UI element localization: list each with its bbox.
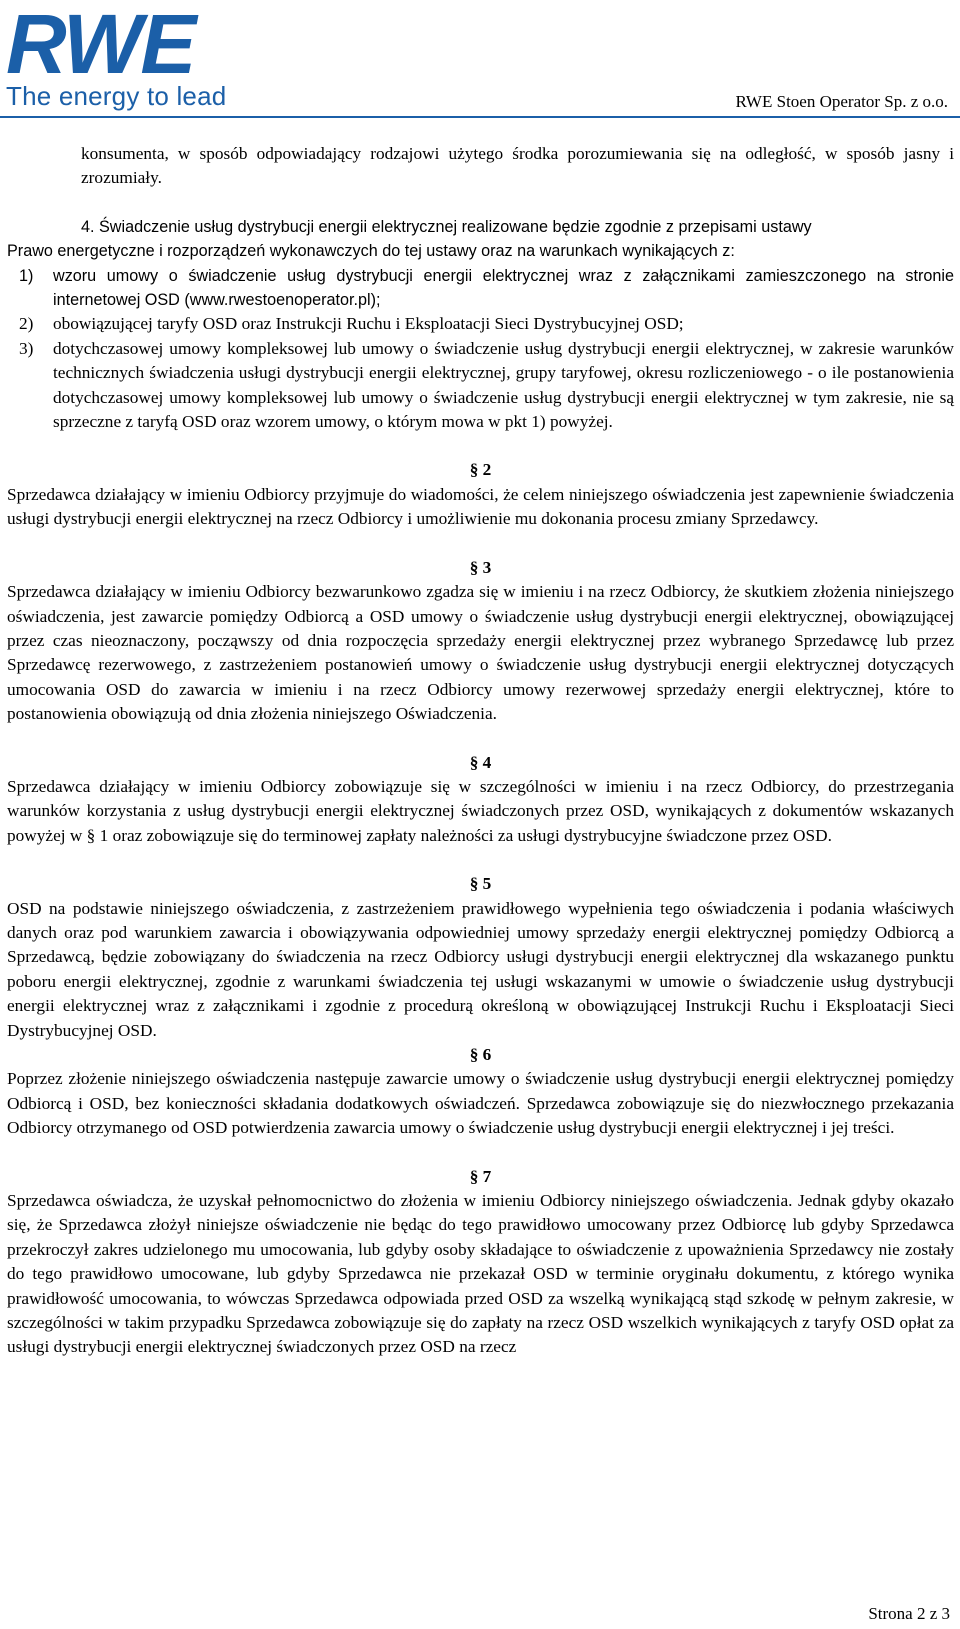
list-item-text: obowiązującej taryfy OSD oraz Instrukcji Ruchu i Eksploatacji Sieci Dystrybucyjnej OSD; xyxy=(53,314,684,334)
point-4-line-a: 4. Świadczenie usług dystrybucji energii elektrycznej realizowane będzie zgodnie z przepisami ustawy xyxy=(81,217,812,236)
list-item xyxy=(19,264,954,313)
intro-paragraph: konsumenta, w sposób odpowiadający rodzajowi użytego środka porozumiewania się na odległość, w sposób jasny i zrozumiały. xyxy=(81,144,954,188)
section-paragraph: Sprzedawca działający w imieniu Odbiorcy przyjmuje do wiadomości, że celem niniejszego oświadczenia jest zapewnienie świadczenia usługi dystrybucji energii elektrycznej na rzecz Odbiorcy i umożliwienie mu dokonania procesu zmiany Sprzedawcy. xyxy=(7,484,954,529)
section-heading: § 4 xyxy=(469,752,492,772)
list-item-number: 2) xyxy=(19,314,34,334)
document-body xyxy=(7,142,954,1360)
company-name: RWE Stoen Operator Sp. z o.o. xyxy=(735,92,948,111)
list-item xyxy=(19,337,954,435)
list-item xyxy=(19,312,954,336)
section-heading: § 2 xyxy=(469,460,492,480)
header-divider xyxy=(0,116,960,118)
list-item-text: dotychczasowej umowy kompleksowej lub umowy o świadczenie usług dystrybucji energii elektrycznej, w zakresie warunków technicznych świadczenia usługi dystrybucji energii elektrycznej, grupy taryfowej, okresu rozliczeniowego - o ile postanowienia dotychczasowej umowy kompleksowej lub umowy o świadczenie usług dystrybucji energii elektrycznej w tym zakresie, nie są sprzeczne z taryfą OSD oraz wzorem umowy, o którym mowa w pkt 1) powyżej. xyxy=(53,338,954,432)
list-item-text: wzoru umowy o świadczenie usług dystrybucji energii elektrycznej wraz z załącznikami zamieszczonego na stronie internetowej OSD (www.rwestoenoperator.pl); xyxy=(53,266,954,310)
section-paragraph: OSD na podstawie niniejszego oświadczenia, z zastrzeżeniem prawidłowego wypełnienia tego oświadczenia i podania właściwych danych oraz pod warunkiem zawarcia i obowiązywania odpowiedniej umowy sprzedaży energii elektrycznej pomiędzy Odbiorcą a Sprzedawcą, będzie zobowiązany do świadczenia na rzecz Odbiorcy usługi dystrybucji energii elektrycznej dla wskazanego punktu poboru energii elektrycznej, zgodnie z warunkami świadczenia tej usługi wskazanymi w umowie o świadczenie usług dystrybucji energii elektrycznej wraz z załącznikami i zgodnie z procedurą określoną w obowiązującej Instrukcji Ruchu i Eksploatacji Sieci Dystrybucyjnej OSD. xyxy=(7,898,954,1040)
logo-word: RWE xyxy=(6,0,195,91)
page-number: Strona 2 z 3 xyxy=(868,1604,950,1623)
section-heading: § 3 xyxy=(469,557,492,577)
section-paragraph: Sprzedawca oświadcza, że uzyskał pełnomocnictwo do złożenia w imieniu Odbiorcy niniejszego oświadczenia. Jednak gdyby okazało się, że Sprzedawca złożył niniejsze oświadczenie nie będąc do tego prawidłowo umocowany przez Odbiorcę lub gdyby Sprzedawca przekroczył zakres udzielonego mu umocowania, lub gdyby osoby składające to oświadczenie z upoważnienia Sprzedawcy nie zostały do tego prawidłowo umocowane, lub gdyby Sprzedawca nie przekazał OSD w terminie oryginału dokumentu, z którego wynika prawidłowość umocowania, to wówczas Sprzedawca odpowiada przed OSD za wszelką wynikającą stąd szkodę w pełnym zakresie, w szczególności w takim przypadku Sprzedawca zobowiązuje się do zapłaty na rzecz OSD wszelkich wynikających z taryfy OSD opłat za usługi dystrybucji energii elektrycznej świadczonych przez OSD na rzecz xyxy=(7,1191,954,1357)
page-header xyxy=(0,0,960,120)
section-paragraph: Poprzez złożenie niniejszego oświadczenia następuje zawarcie umowy o świadczenie usług dystrybucji energii elektrycznej pomiędzy Odbiorcą i OSD, bez konieczności składania dodatkowych oświadczeń. Sprzedawca zobowiązuje się do niezwłocznego przekazania Odbiorcy otrzymanego od OSD potwierdzenia zawarcia umowy o świadczenie usług dystrybucji energii elektrycznej i jej treści. xyxy=(7,1069,954,1138)
section-heading: § 7 xyxy=(469,1166,492,1186)
list-item-number: 3) xyxy=(19,338,34,358)
point-4-list xyxy=(19,264,954,435)
section-heading: § 6 xyxy=(469,1045,492,1064)
rwe-logo xyxy=(6,2,226,110)
list-item-number: 1) xyxy=(19,266,34,285)
logo-tagline: The energy to lead xyxy=(6,81,227,111)
section-paragraph: Sprzedawca działający w imieniu Odbiorcy bezwarunkowo zgadza się w imieniu i na rzecz Odbiorcy, że skutkiem złożenia niniejszego oświadczenia, jest zawarcie pomiędzy Odbiorcą a OSD umowy o świadczenie usług dystrybucji energii elektrycznej, obowiązującej przez czas nieoznaczony, począwszy od dnia rozpoczęcia sprzedaży energii elektrycznej przez wybranego Sprzedawcę lub przez Sprzedawcę rezerwowego, z zastrzeżeniem postanowień umowy o świadczenie usług dystrybucji energii elektrycznej dotyczących umocowania OSD do zawarcia w imieniu i na rzecz Odbiorcy umowy rezerwowej sprzedaży energii elektrycznej, które to postanowienia obowiązują od dnia złożenia niniejszego Oświadczenia. xyxy=(7,582,954,724)
point-4-line-b: Prawo energetyczne i rozporządzeń wykonawczych do tej ustawy oraz na warunkach wynikających z: xyxy=(7,242,735,261)
section-paragraph: Sprzedawca działający w imieniu Odbiorcy zobowiązuje się w szczególności w imieniu i na rzecz Odbiorcy, do przestrzegania warunków korzystania z usług dystrybucji energii elektrycznej świadczonych przez OSD, wynikających z dokumentów wskazanych powyżej w § 1 oraz zobowiązuje się do terminowej zapłaty należności za usługi dystrybucyjne świadczone przez OSD. xyxy=(7,776,954,845)
section-heading: § 5 xyxy=(469,874,492,894)
